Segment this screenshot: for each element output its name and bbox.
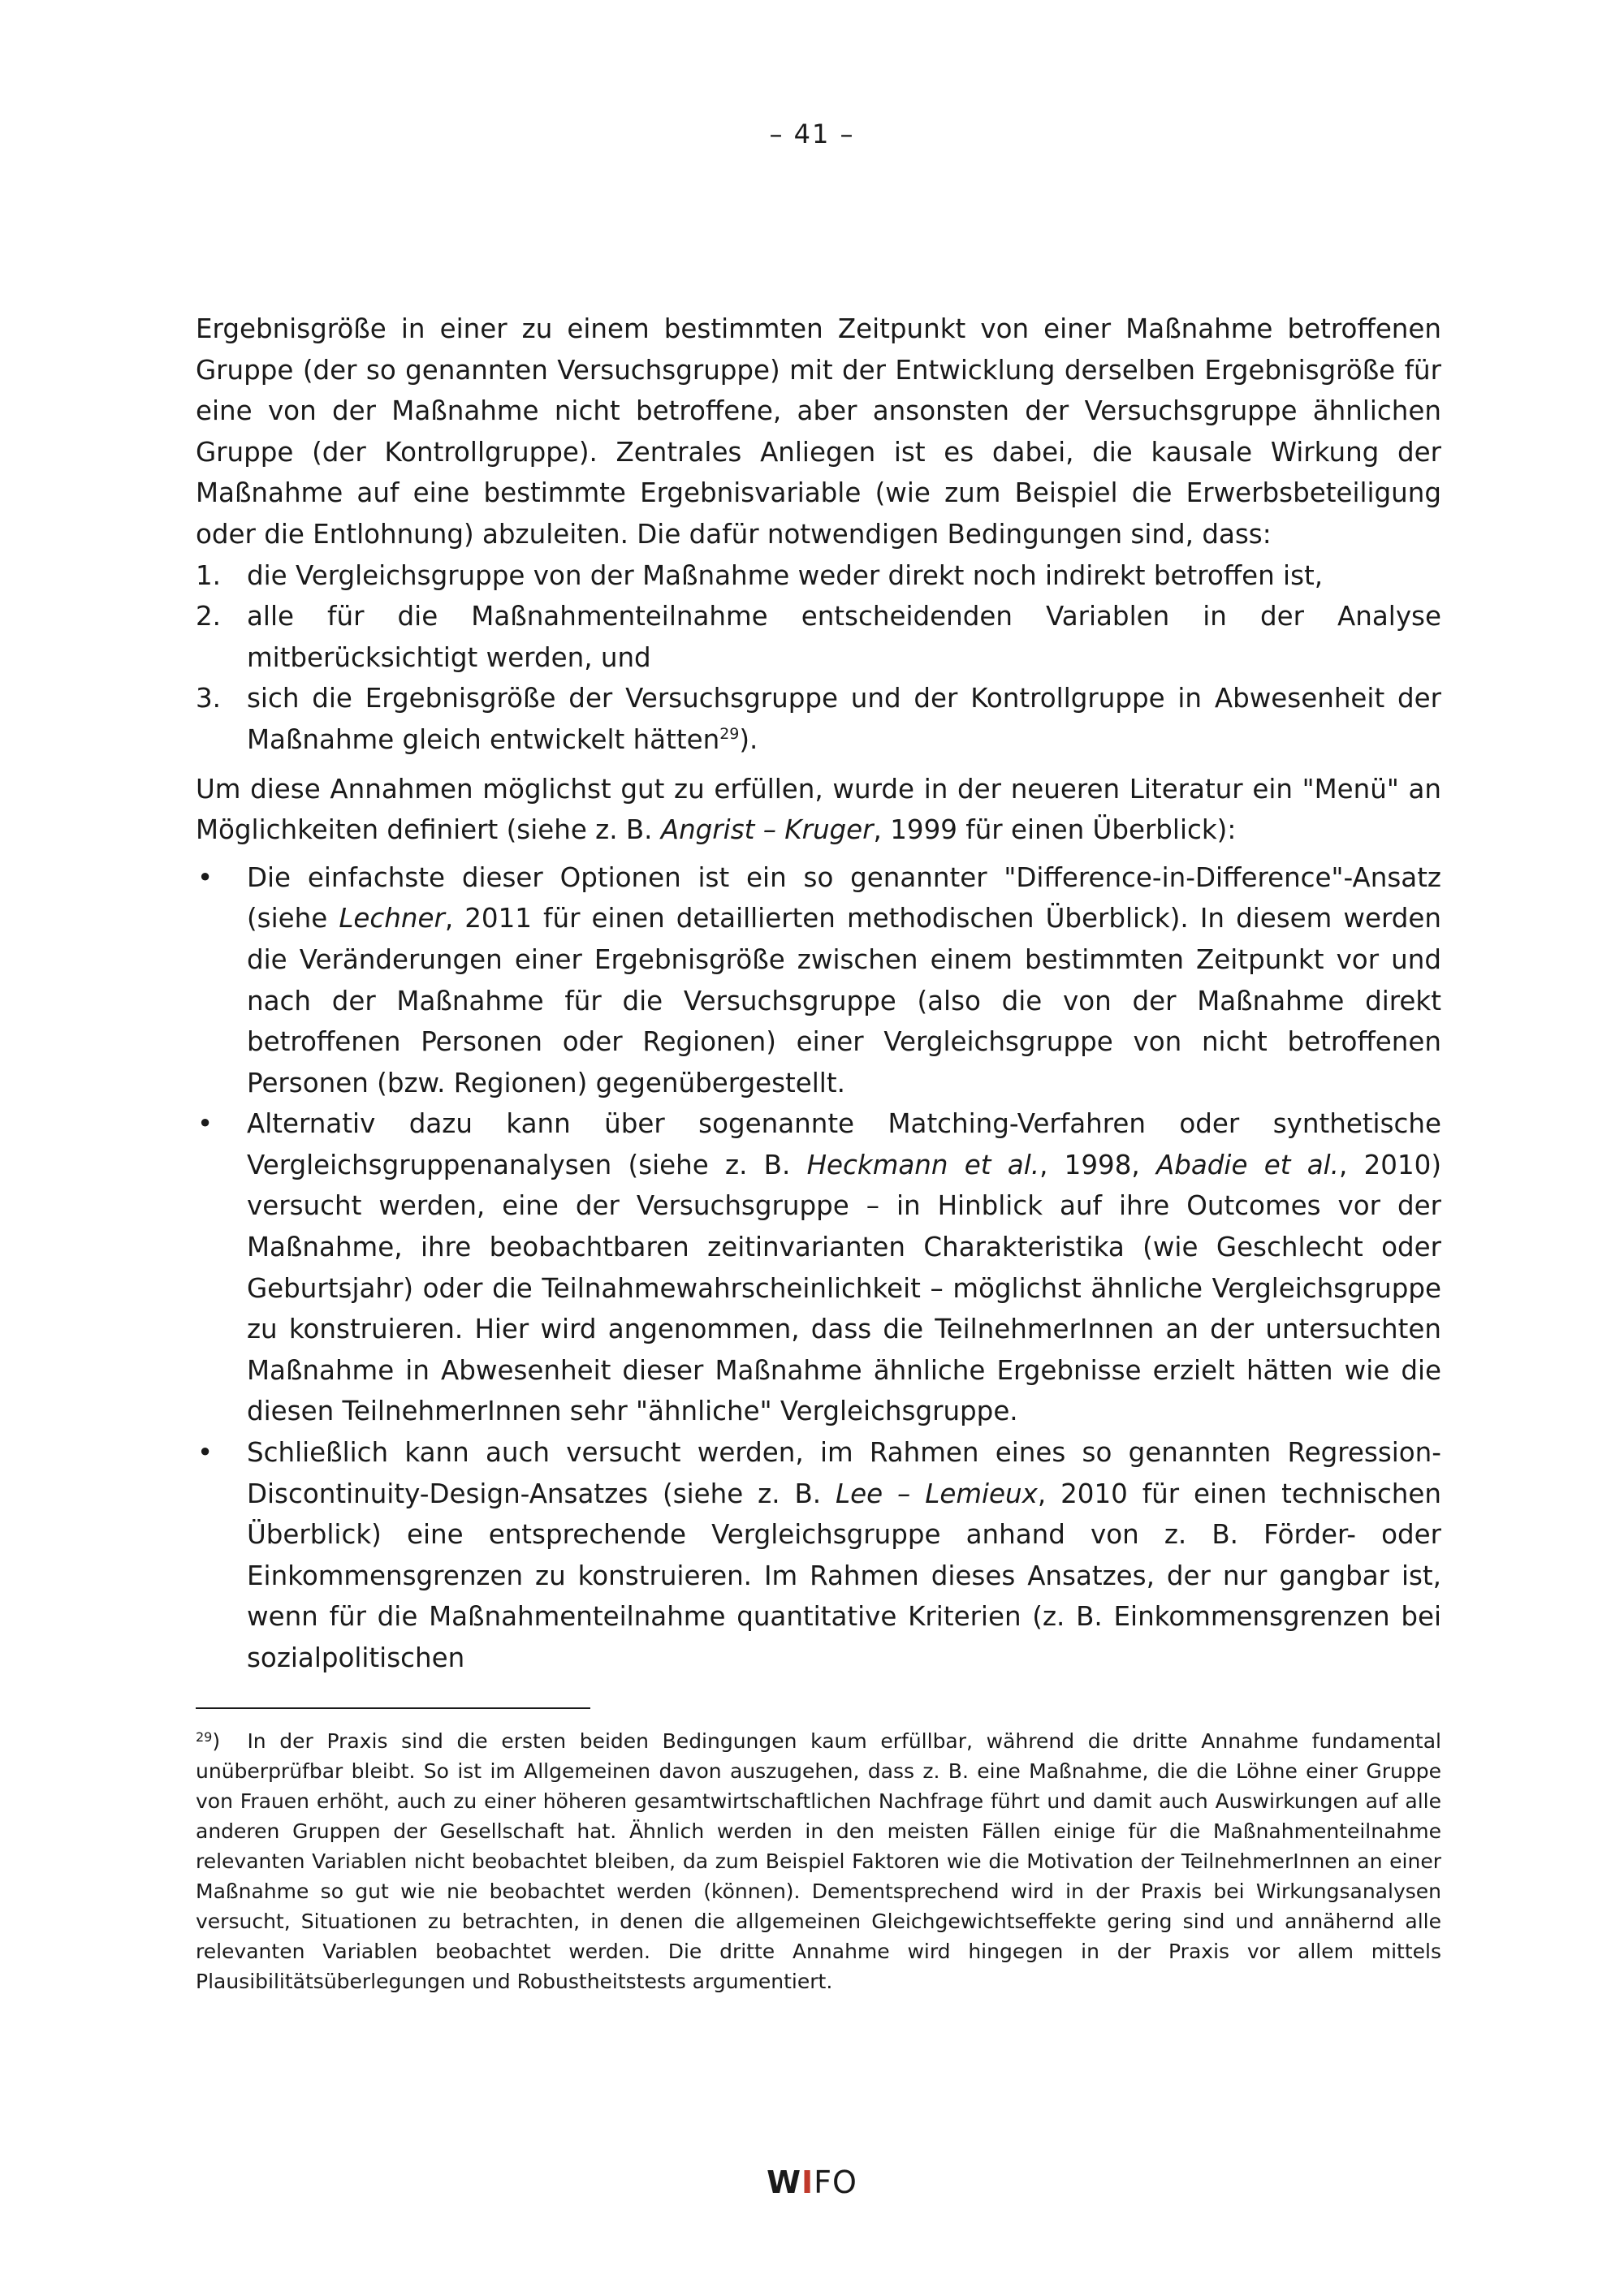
text-run: , 1998, bbox=[1039, 1149, 1156, 1180]
footnote-divider bbox=[196, 1707, 590, 1709]
list-number: 2. bbox=[196, 601, 222, 632]
citation: Abadie et al. bbox=[1156, 1149, 1339, 1180]
bullet-icon: • bbox=[197, 1437, 214, 1469]
conditions-list bbox=[196, 555, 1441, 761]
wifo-logo bbox=[0, 2164, 1624, 2200]
bullet-icon: • bbox=[197, 861, 214, 893]
text-run: Schließlich kann auch versucht werden, im Rahmen eines so genannten Regression-Discontinuity-Design-Ansatzes (siehe z. B. bbox=[247, 1437, 1441, 1509]
condition-text: die Vergleichsgruppe von der Maßnahme weder direkt noch indirekt betroffen ist, bbox=[247, 559, 1324, 591]
footnote-marker-close: ) bbox=[212, 1729, 221, 1753]
condition-text: alle für die Maßnahmenteilnahme entscheidenden Variablen in der Analyse mitberücksichtigt werden, und bbox=[247, 601, 1441, 673]
option-item-rdd bbox=[196, 1432, 1441, 1679]
list-number: 3. bbox=[196, 683, 222, 714]
logo-letter-w: W bbox=[767, 2164, 801, 2200]
option-item-matching bbox=[196, 1103, 1441, 1432]
page-number: – 41 – bbox=[769, 119, 855, 149]
footnotes bbox=[196, 1726, 1441, 1996]
citation: Heckmann et al. bbox=[806, 1149, 1040, 1180]
condition-item-2 bbox=[196, 596, 1441, 678]
text-run: Alternativ dazu kann über sogenannte Matching-Verfahren oder synthetische Vergleichsgruppenanalysen (siehe z. B. bbox=[247, 1108, 1441, 1180]
footnote-reference[interactable]: 29 bbox=[719, 724, 740, 743]
condition-item-1 bbox=[196, 555, 1441, 597]
text-run: , 1999 für einen Überblick): bbox=[873, 814, 1237, 846]
footnote-text: In der Praxis sind die ersten beiden Bedingungen kaum erfüllbar, während die dritte Annahme fundamental unüberprüfbar bleibt. So ist im Allgemeinen davon auszugehen, dass z. B. eine Maßnahme, die die Löhne einer Gruppe von Frauen erhöht, auch zu einer höheren gesamtwirtschaftlichen Nachfrage führt und damit auch Auswirkungen auf alle anderen Gruppen der Gesellschaft hat. Ähnlich werden in den meisten Fällen einige für die Maßnahmenteilnahme relevanten Variablen nicht beobachtet bleiben, da zum Beispiel Faktoren wie die Motivation der TeilnehmerInnen an einer Maßnahme so gut wie nie beobachtet werden (können). Dementsprechend wird in der Praxis bei Wirkungsanalysen versucht, Situationen zu betrachten, in denen die allgemeinen Gleichgewichtseffekte gering sind und annähernd alle relevanten Variablen beobachtet werden. Die dritte Annahme wird hingegen in der Praxis vor allem mittels Plausibilitätsüberlegungen und Robustheitstests argumentiert. bbox=[196, 1729, 1441, 1993]
body-text bbox=[196, 309, 1441, 1679]
footnote-marker: 29 bbox=[196, 1729, 213, 1745]
logo-letter-i: I bbox=[801, 2164, 814, 2200]
logo-letters-fo: FO bbox=[814, 2164, 857, 2200]
condition-item-3 bbox=[196, 678, 1441, 760]
bullet-icon: • bbox=[197, 1108, 214, 1140]
option-item-did bbox=[196, 857, 1441, 1104]
options-list bbox=[196, 857, 1441, 1679]
text-run: Die einfachste dieser Optionen ist ein so genannter "Difference-in-Difference"-Ansatz (siehe bbox=[247, 861, 1441, 934]
list-number: 1. bbox=[196, 559, 222, 591]
condition-text: sich die Ergebnisgröße der Versuchsgruppe und der Kontrollgruppe in Abwesenheit der Maßnahme gleich entwickelt hätten bbox=[247, 683, 1441, 755]
condition-text-end: ). bbox=[739, 723, 758, 755]
citation: Lee – Lemieux bbox=[836, 1478, 1038, 1509]
citation: Lechner bbox=[339, 903, 445, 934]
paragraph-intro: Ergebnisgröße in einer zu einem bestimmten Zeitpunkt von einer Maßnahme betroffenen Gruppe (der so genannten Versuchsgruppe) mit der Entwicklung derselben Ergebnisgröße für eine von der Maßnahme nicht betroffene, aber ansonsten der Versuchsgruppe ähnlichen Gruppe (der Kontrollgruppe). Zentrales Anliegen ist es dabei, die kausale Wirkung der Maßnahme auf eine bestimmte Ergebnisvariable (wie zum Beispiel die Erwerbsbeteiligung oder die Entlohnung) abzuleiten. Die dafür notwendigen Bedingungen sind, dass: bbox=[196, 313, 1441, 550]
text-run: Um diese Annahmen möglichst gut zu erfüllen, wurde in der neueren Literatur ein "Menü" an Möglichkeiten definiert (siehe z. B. bbox=[196, 773, 1441, 846]
text-run: , 2011 für einen detaillierten methodischen Überblick). In diesem werden die Veränderungen einer Ergebnisgröße zwischen einem bestimmten Zeitpunkt vor und nach der Maßnahme für die Versuchsgruppe (also die von der Maßnahme direkt betroffenen Personen oder Regionen) einer Vergleichsgruppe von nicht betroffenen Personen (bzw. Regionen) gegenübergestellt. bbox=[247, 903, 1441, 1098]
text-run: , 2010 für einen technischen Überblick) eine entsprechende Vergleichsgruppe anhand von z. B. Förder- oder Einkommensgrenzen zu konstruieren. Im Rahmen dieses Ansatzes, der nur gangbar ist, wenn für die Maßnahmenteilnahme quantitative Kriterien (z. B. Einkommensgrenzen bei sozialpolitischen bbox=[247, 1478, 1442, 1673]
footnote-29 bbox=[196, 1726, 1441, 1996]
text-run: , 2010) versucht werden, eine der Versuchsgruppe – in Hinblick auf ihre Outcomes vor der Maßnahme, ihre beobachtbaren zeitinvarianten Charakteristika (wie Geschlecht oder Geburtsjahr) oder die Teilnahmewahrscheinlichkeit – möglichst ähnliche Vergleichsgruppe zu konstruieren. Hier wird angenommen, dass die TeilnehmerInnen an der untersuchten Maßnahme in Abwesenheit dieser Maßnahme ähnliche Ergebnisse erzielt hätten wie die diesen TeilnehmerInnen sehr "ähnliche" Vergleichsgruppe. bbox=[247, 1149, 1441, 1427]
paragraph-menu bbox=[196, 769, 1441, 851]
citation: Angrist – Kruger bbox=[660, 814, 874, 846]
